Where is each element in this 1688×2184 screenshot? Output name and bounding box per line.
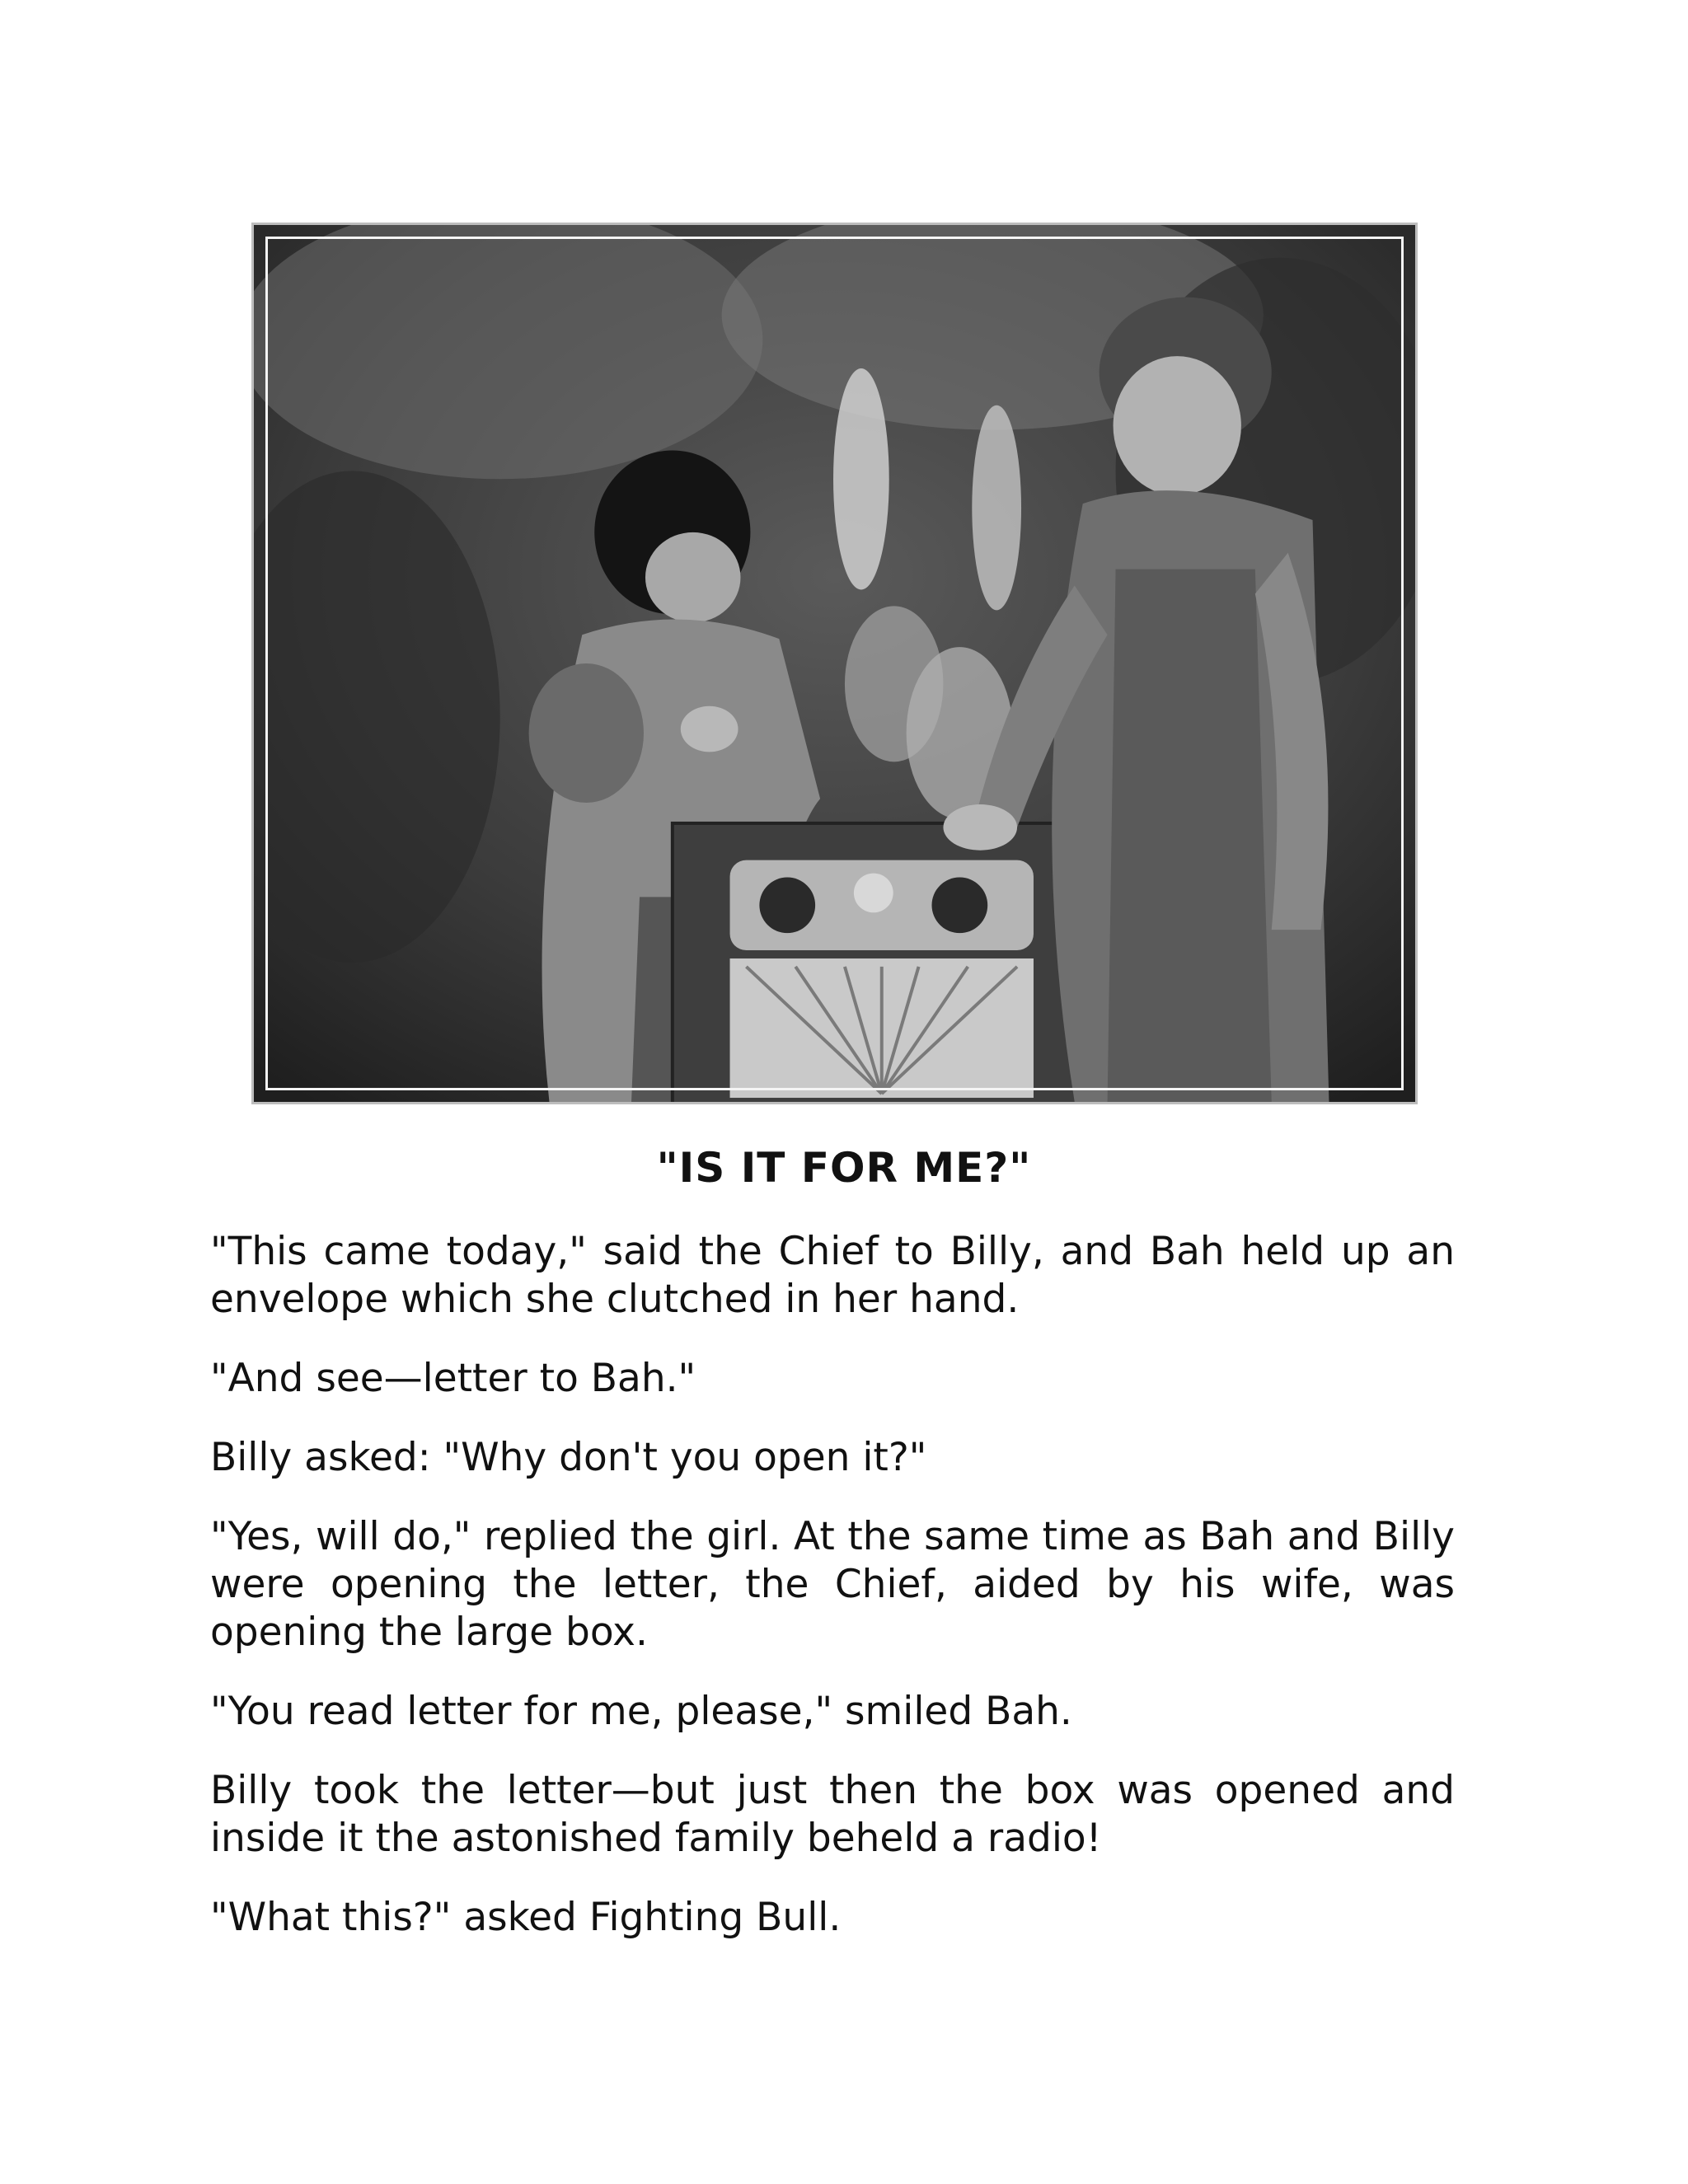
paragraph: "What this?" asked Fighting Bull.	[210, 1895, 842, 1940]
paragraph: "You read letter for me, please," smiled Bah.	[210, 1689, 1072, 1734]
paragraph: Billy asked: "Why don't you open it?"	[210, 1435, 927, 1480]
story-text	[210, 1228, 1455, 1973]
photo-illustration	[251, 223, 1418, 1104]
paragraph: Billy took the letter—but just then the box was opened and inside it the astonished family beheld a radio!	[210, 1768, 1455, 1861]
paragraph: "And see—letter to Bah."	[210, 1356, 696, 1401]
paragraph: "Yes, will do," replied the girl. At the same time as Bah and Billy were opening the letter, the Chief, aided by his wife, was opening the large box.	[210, 1514, 1455, 1655]
photo-image	[254, 225, 1415, 1102]
figure-caption: "IS IT FOR ME?"	[656, 1144, 1032, 1192]
paragraph: "This came today," said the Chief to Billy, and Bah held up an envelope which she clutched in her hand.	[210, 1229, 1455, 1322]
